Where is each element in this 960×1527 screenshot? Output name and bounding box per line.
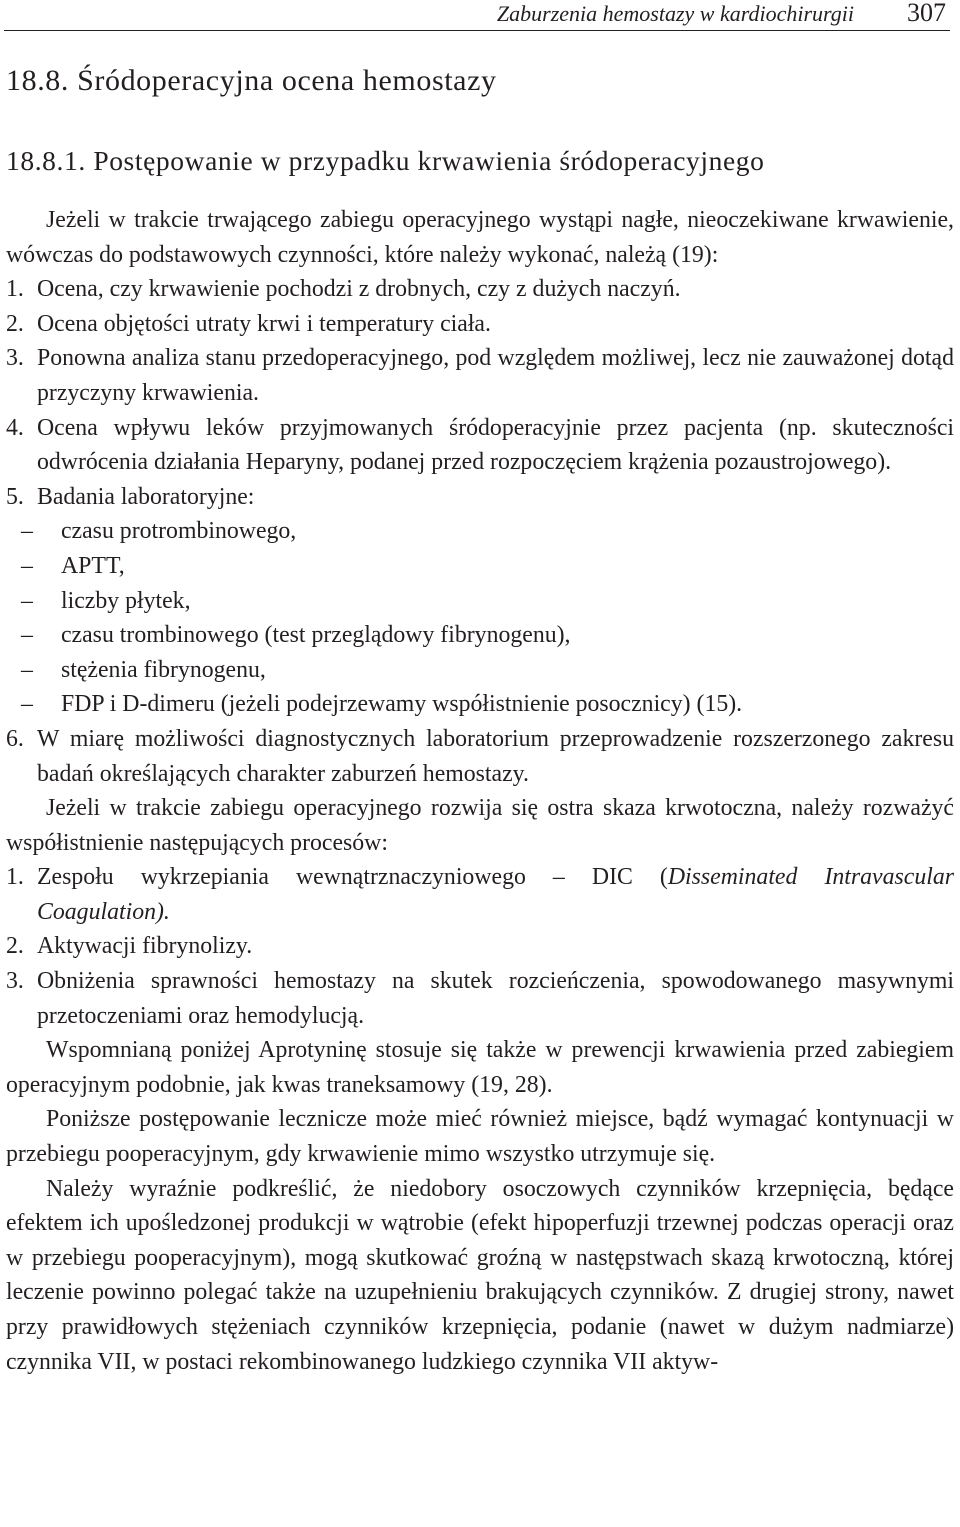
- process-3: [6, 964, 954, 1033]
- lab-test-item: [6, 687, 954, 722]
- step-2: [6, 307, 954, 342]
- step-number: 1.: [6, 276, 24, 303]
- step-6: [6, 722, 954, 791]
- lab-test-item: [6, 514, 954, 549]
- process-1: [6, 860, 954, 929]
- running-header: [4, 0, 950, 31]
- running-title: Zaburzenia hemostazy w kardiochirurgii: [496, 1, 854, 26]
- section-title: Śródoperacyjna ocena hemostazy: [77, 64, 497, 97]
- coagulation-factors-paragraph: Należy wyraźnie podkreślić, że niedobory osoczowych czynników krzepnięcia, będące efektem ich upośledzonej produkcji w wątrobie (efekt hipoperfuzji trzewnej podczas operacji oraz w przebiegu pooperacyjnym), mogą skutkować groźną w następstwach skazą krwotoczną, której leczenie powinno polegać także na uzupełnieniu brakujących czynników. Z drugiej strony, nawet przy prawidłowych stężeniach czynników krzepnięcia, podanie (nawet w dużym nadmiarze) czynnika VII, w postaci rekombinowanego ludzkiego czynnika VII aktyw-: [6, 1175, 954, 1375]
- step-text: Badania laboratoryjne:: [37, 483, 255, 510]
- body-text: [6, 203, 954, 1379]
- step-number: 6.: [6, 725, 24, 752]
- dash-bullet: –: [21, 587, 33, 614]
- severe-bleeding-paragraph: Jeżeli w trakcie zabiegu operacyjnego rozwija się ostra skaza krwotoczna, należy rozważyć współistnienie następujących procesów:: [6, 795, 954, 856]
- intro-paragraph: Jeżeli w trakcie trwającego zabiegu operacyjnego wystąpi nagłe, nieoczekiwane krwawienie, wówczas do podstawowych czynności, które należy wykonać, należą (19):: [6, 207, 954, 268]
- dash-bullet: –: [21, 622, 33, 649]
- process-text: Zespołu wykrzepiania wewnątrznaczyniowego – DIC (: [37, 864, 668, 891]
- section-heading: [6, 62, 497, 100]
- process-number: 1.: [6, 864, 24, 891]
- step-text: Ocena, czy krwawienie pochodzi z drobnych, czy z dużych naczyń.: [37, 276, 681, 303]
- subsection-title: Postępowanie w przypadku krwawienia śródoperacyjnego: [93, 145, 765, 176]
- step-number: 5.: [6, 483, 24, 510]
- step-number: 4.: [6, 414, 24, 441]
- step-text: W miarę możliwości diagnostycznych laboratorium przeprowadzenie rozszerzonego zakresu badań określających charakter zaburzeń hemostazy.: [37, 725, 954, 787]
- process-number: 2.: [6, 933, 24, 960]
- postoperative-paragraph: Poniższe postępowanie lecznicze może mieć również miejsce, bądź wymagać kontynuacji w przebiegu pooperacyjnym, gdy krwawienie mimo wszystko utrzymuje się.: [6, 1106, 954, 1168]
- subsection-number: 18.8.1.: [6, 145, 86, 176]
- lab-test-item: [6, 618, 954, 653]
- step-text: Ocena objętości utraty krwi i temperatury ciała.: [37, 310, 491, 337]
- step-number: 3.: [6, 345, 24, 372]
- dash-bullet: –: [21, 691, 33, 718]
- lab-test-text: czasu trombinowego (test przeglądowy fibrynogenu),: [61, 622, 571, 649]
- dash-bullet: –: [21, 518, 33, 545]
- step-text: Ocena wpływu leków przyjmowanych śródoperacyjnie przez pacjenta (np. skuteczności odwrócenia działania Heparyny, podanej przed rozpoczęciem krążenia pozaustrojowego).: [37, 414, 954, 476]
- subsection-heading: [6, 143, 764, 179]
- aprotinin-paragraph: Wspomnianą poniżej Aprotyninę stosuje się także w prewencji krwawienia przed zabiegiem operacyjnym podobnie, jak kwas traneksamowy (19, 28).: [6, 1037, 954, 1098]
- page-number: 307: [907, 0, 946, 27]
- lab-test-item: [6, 584, 954, 619]
- process-number: 3.: [6, 968, 24, 995]
- process-2: [6, 929, 954, 964]
- process-text: Aktywacji fibrynolizy.: [37, 933, 253, 960]
- lab-test-text: APTT,: [61, 552, 125, 579]
- step-1: [6, 272, 954, 307]
- lab-test-text: liczby płytek,: [61, 587, 191, 614]
- lab-test-text: FDP i D-dimeru (jeżeli podejrzewamy współistnienie posocznicy) (15).: [61, 691, 743, 718]
- section-number: 18.8.: [6, 64, 69, 97]
- process-text: Obniżenia sprawności hemostazy na skutek rozcieńczenia, spowodowanego masywnymi przetoczeniami oraz hemodylucją.: [37, 968, 954, 1029]
- step-3: [6, 341, 954, 410]
- process-term-italic: Disseminated Intravascular Coagulation).: [37, 864, 954, 925]
- lab-test-text: czasu protrombinowego,: [61, 518, 297, 545]
- step-text: Ponowna analiza stanu przedoperacyjnego, pod względem możliwej, lecz nie zauważonej dotąd przyczyny krwawienia.: [37, 345, 954, 406]
- lab-test-item: [6, 549, 954, 584]
- step-5: [6, 480, 954, 515]
- dash-bullet: –: [21, 552, 33, 579]
- step-number: 2.: [6, 310, 24, 337]
- lab-test-text: stężenia fibrynogenu,: [61, 656, 266, 683]
- lab-test-item: [6, 653, 954, 688]
- step-4: [6, 411, 954, 480]
- dash-bullet: –: [21, 656, 33, 683]
